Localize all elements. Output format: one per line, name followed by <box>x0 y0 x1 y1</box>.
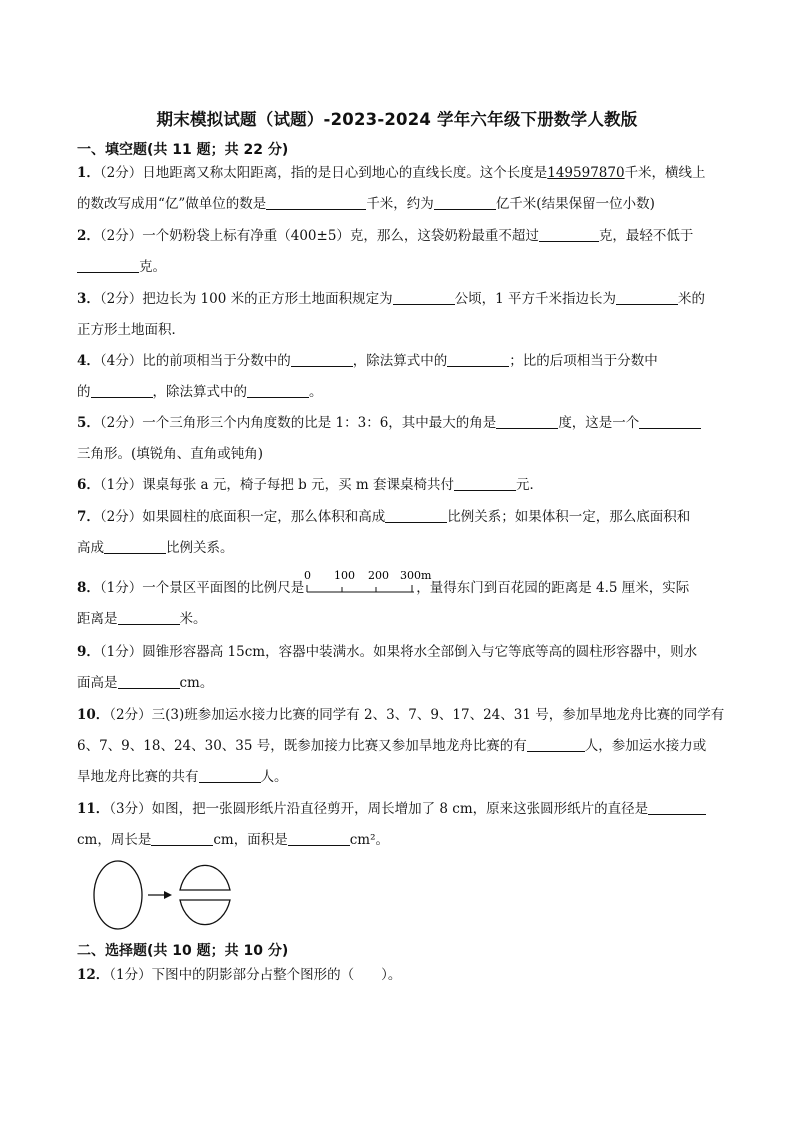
question-number: 6． <box>77 477 100 493</box>
question-number: 7． <box>77 509 100 525</box>
question-score: （1分） <box>99 477 143 493</box>
section-heading-multiple-choice: 二、选择题(共 10 题；共 10 分) <box>77 943 289 959</box>
question-score: （2分） <box>109 707 152 723</box>
underlined-value: 149597870 <box>547 165 625 181</box>
answer-blank[interactable] <box>118 609 180 625</box>
whole-circle-shape <box>94 861 142 929</box>
question-3: 3．（2分）把边长为 100 米的正方形土地面积规定为 公顷，1 平方千米指边长为 米的 正方形土地面积． <box>77 291 705 338</box>
question-10: 10．（2分）三(3)班参加运水接力比赛的同学有 2、3、7、9、17、24、31 号，参加旱地龙舟比赛的同学有 6、7、9、18、24、30、35 号，既参加接力比赛又参加旱地龙舟比赛的有 人，参加运水接力或 旱地龙舟比赛的共有 人。 <box>77 707 725 785</box>
answer-blank[interactable] <box>527 736 585 752</box>
answer-blank[interactable] <box>454 475 516 491</box>
question-score: （4分） <box>99 353 143 369</box>
answer-blank[interactable] <box>291 351 353 367</box>
question-number: 11． <box>77 801 110 817</box>
answer-blank[interactable] <box>385 507 447 523</box>
question-number: 9． <box>77 644 100 660</box>
question-11: 11．（3分）如图，把一张圆形纸片沿直径剪开，周长增加了 8 cm，原来这张圆形纸片的直径是 cm，周长是 cm，面积是 cm²。 <box>77 794 745 856</box>
question-8: 8．（1分）一个景区平面图的比例尺是 0 100 200 300m ，量得东门到百花园的距离是 4.5 厘米，实际 距离是 米。 <box>77 569 690 627</box>
question-6: 6．（1分）课桌每张 a 元，椅子每把 b 元，买 m 套课桌椅共付 元． <box>77 477 543 493</box>
question-number: 8． <box>77 580 100 596</box>
scale-bar-diagram <box>304 568 432 598</box>
question-4: 4．（4分）比的前项相当于分数中的 ，除法算式中的 ；比的后项相当于分数中 的 ，除法算式中的 。 <box>77 353 658 400</box>
question-1: 1．（2分）日地距离又称太阳距离，指的是日心到地心的直线长度。这个长度是149597870千米，横线上 的数改写成用“亿”做单位的数是 千米，约为 亿千米(结果保留一位小数) <box>77 165 706 212</box>
answer-blank[interactable] <box>496 413 558 429</box>
section-heading-fill-in: 一、填空题(共 11 题；共 22 分) <box>77 142 289 158</box>
scale-label-200: 200 <box>368 569 390 582</box>
question-score: （1分） <box>99 580 143 596</box>
answer-blank[interactable] <box>648 799 706 815</box>
question-number: 4． <box>77 353 100 369</box>
question-number: 2． <box>77 228 100 244</box>
question-7: 7．（2分）如果圆柱的底面积一定，那么体积和高成 比例关系；如果体积一定，那么底面积和 高成 比例关系。 <box>77 509 691 556</box>
answer-blank[interactable] <box>288 830 350 846</box>
question-number: 12． <box>77 967 110 983</box>
question-number: 10． <box>77 707 110 723</box>
scale-label-0: 0 <box>304 569 312 582</box>
question-score: （1分） <box>99 644 143 660</box>
answer-blank[interactable] <box>199 767 261 783</box>
scale-label-100: 100 <box>334 569 356 582</box>
circle-cut-figure <box>90 852 240 938</box>
question-score: （2分） <box>99 291 143 307</box>
question-9: 9．（1分）圆锥形容器高 15cm，容器中装满水。如果将水全部倒入与它等底等高的圆柱形容器中，则水 面高是 cm。 <box>77 644 698 691</box>
answer-blank[interactable] <box>151 830 213 846</box>
question-score: （2分） <box>99 415 143 431</box>
question-score: （3分） <box>109 801 152 817</box>
answer-blank[interactable] <box>91 382 153 398</box>
question-5: 5．（2分）一个三角形三个内角度数的比是 1：3：6，其中最大的角是 度，这是一个 三角形。(填锐角、直角或钝角) <box>77 408 745 470</box>
question-12: 12．（1分）下图中的阴影部分占整个图形的（ ）。 <box>77 967 402 983</box>
question-score: （1分） <box>109 967 152 983</box>
arrow-head-icon <box>164 891 172 899</box>
question-number: 3． <box>77 291 100 307</box>
answer-blank[interactable] <box>539 226 599 242</box>
question-number: 5． <box>77 415 100 431</box>
question-number: 1． <box>77 165 100 181</box>
question-score: （2分） <box>99 228 143 244</box>
question-2: 2．（2分）一个奶粉袋上标有净重（400±5）克，那么，这袋奶粉最重不超过 克，最轻不低于 克。 <box>77 228 694 275</box>
answer-blank[interactable] <box>77 257 139 273</box>
lower-semicircle-shape <box>180 900 230 925</box>
upper-semicircle-shape <box>180 865 230 890</box>
question-score: （2分） <box>99 509 143 525</box>
page-title: 期末模拟试题（试题）-2023-2024 学年六年级下册数学人教版 <box>156 110 638 129</box>
question-score: （2分） <box>99 165 143 181</box>
answer-blank[interactable] <box>639 413 701 429</box>
answer-blank[interactable] <box>118 673 180 689</box>
scale-label-300m: 300m <box>400 569 432 582</box>
answer-blank[interactable] <box>447 351 509 367</box>
answer-blank[interactable] <box>434 194 496 210</box>
answer-blank[interactable] <box>393 289 455 305</box>
answer-blank[interactable] <box>104 538 166 554</box>
answer-blank[interactable] <box>247 382 309 398</box>
answer-blank[interactable] <box>616 289 678 305</box>
answer-blank[interactable] <box>266 194 366 210</box>
